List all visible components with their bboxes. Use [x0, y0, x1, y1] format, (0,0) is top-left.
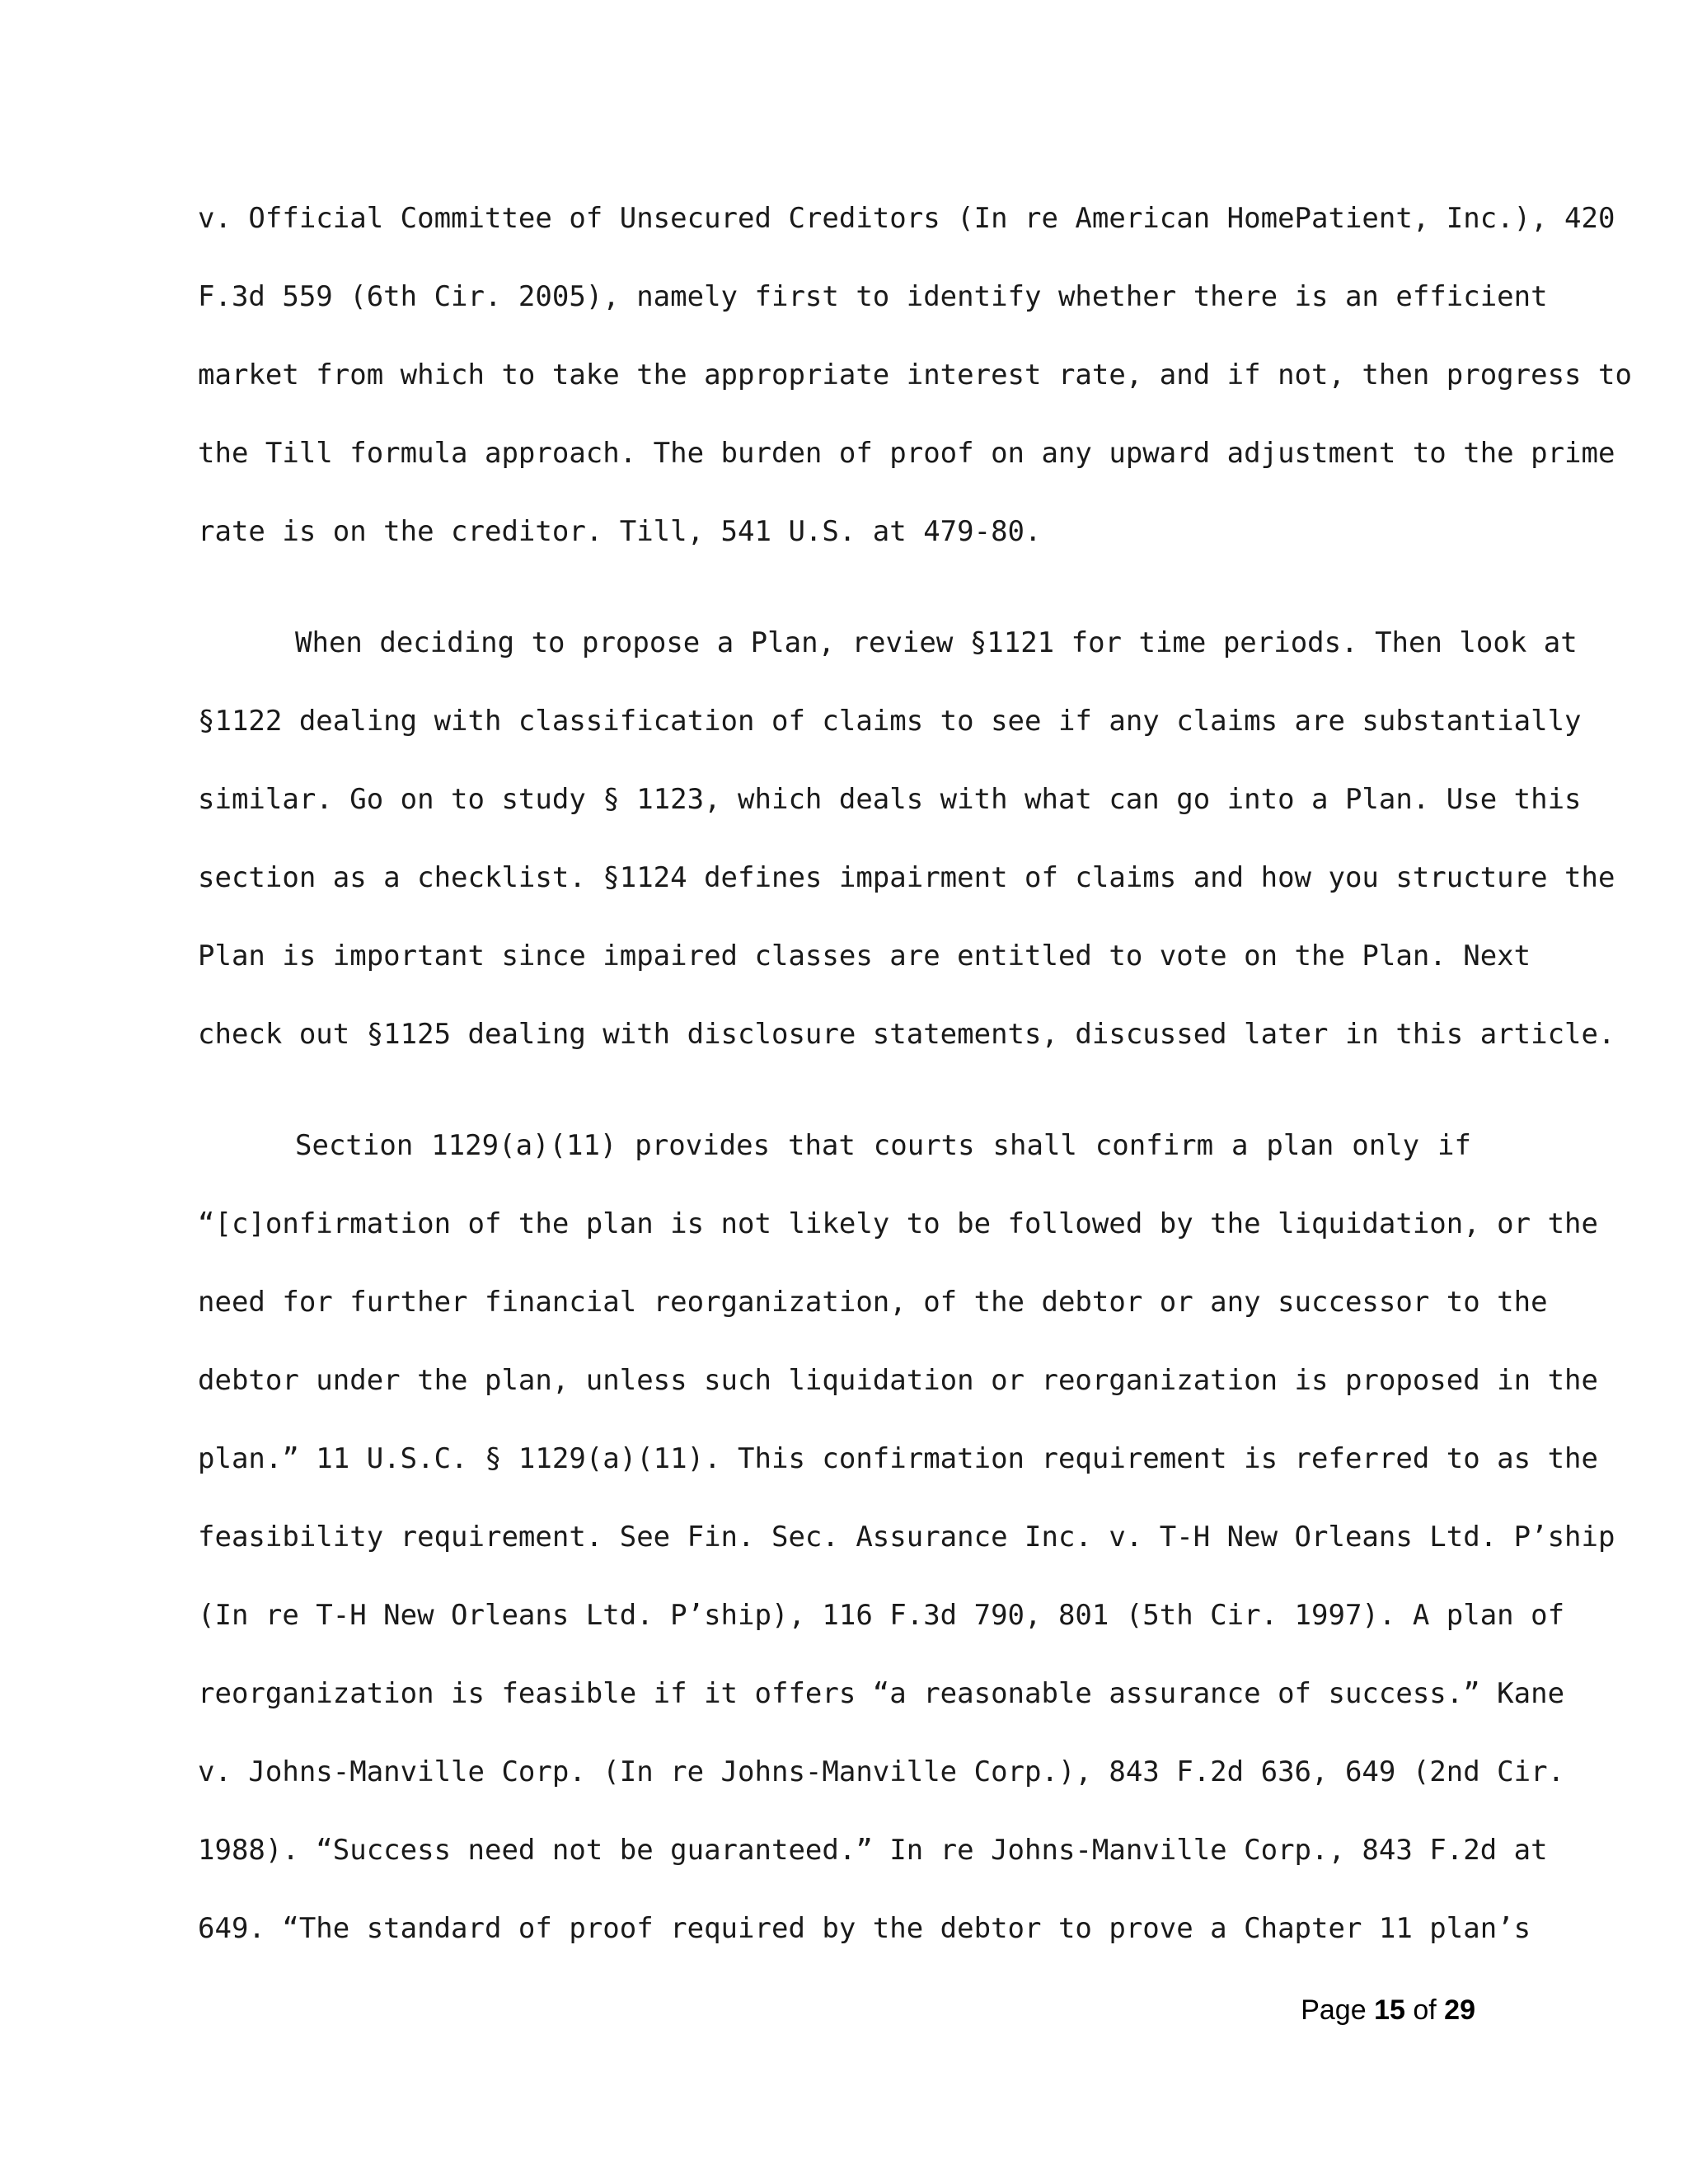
paragraph-3-line-5: plan.” 11 U.S.C. § 1129(a)(11). This confirmation requirement is referred to as the: [198, 1442, 1598, 1475]
paragraph-2-line-6: check out §1125 dealing with disclosure statements, discussed later in this article.: [198, 1018, 1615, 1051]
paragraph-1-line-5: rate is on the creditor. Till, 541 U.S. at 479-80.: [198, 515, 1042, 548]
paragraph-2-line-3: similar. Go on to study § 1123, which deals with what can go into a Plan. Use this: [198, 783, 1582, 816]
current-page-number: 15: [1374, 1994, 1405, 2026]
paragraph-1-line-1: v. Official Committee of Unsecured Creditors (In re American HomePatient, Inc.), 420: [198, 202, 1615, 235]
of-label: of: [1413, 1994, 1437, 2026]
paragraph-1-line-2: F.3d 559 (6th Cir. 2005), namely first to identify whether there is an efficient: [198, 280, 1548, 313]
paragraph-3-line-10: 1988). “Success need not be guaranteed.” In re Johns-Manville Corp., 843 F.2d at: [198, 1834, 1548, 1867]
paragraph-3-line-3: need for further financial reorganization, of the debtor or any successor to the: [198, 1286, 1548, 1319]
paragraph-3-line-7: (In re T-H New Orleans Ltd. P’ship), 116 F.3d 790, 801 (5th Cir. 1997). A plan of: [198, 1599, 1565, 1632]
paragraph-2-line-5: Plan is important since impaired classes are entitled to vote on the Plan. Next: [198, 940, 1531, 972]
paragraph-3-line-4: debtor under the plan, unless such liquidation or reorganization is proposed in the: [198, 1364, 1598, 1397]
paragraph-3-line-2: “[c]onfirmation of the plan is not likely to be followed by the liquidation, or the: [198, 1207, 1598, 1240]
paragraph-3-line-1: Section 1129(a)(11) provides that courts shall confirm a plan only if: [295, 1129, 1471, 1162]
paragraph-1-line-3: market from which to take the appropriate interest rate, and if not, then progress to: [198, 359, 1632, 391]
paragraph-2-line-1: When deciding to propose a Plan, review §1121 for time periods. Then look at: [295, 626, 1578, 659]
paragraph-3-line-6: feasibility requirement. See Fin. Sec. Assurance Inc. v. T-H New Orleans Ltd. P’ship: [198, 1521, 1615, 1554]
total-pages-number: 29: [1444, 1994, 1475, 2026]
paragraph-3-line-8: reorganization is feasible if it offers “a reasonable assurance of success.” Kane: [198, 1677, 1565, 1710]
page-label: Page: [1301, 1994, 1367, 2026]
paragraph-3-line-11: 649. “The standard of proof required by the debtor to prove a Chapter 11 plan’s: [198, 1912, 1531, 1945]
paragraph-2-line-4: section as a checklist. §1124 defines impairment of claims and how you structure the: [198, 861, 1615, 894]
paragraph-2-line-2: §1122 dealing with classification of claims to see if any claims are substantially: [198, 705, 1582, 738]
paragraph-3-line-9: v. Johns-Manville Corp. (In re Johns-Manville Corp.), 843 F.2d 636, 649 (2nd Cir.: [198, 1755, 1565, 1788]
paragraph-1-line-4: the Till formula approach. The burden of proof on any upward adjustment to the prime: [198, 437, 1615, 470]
page-number-footer: [1301, 1994, 1475, 2027]
